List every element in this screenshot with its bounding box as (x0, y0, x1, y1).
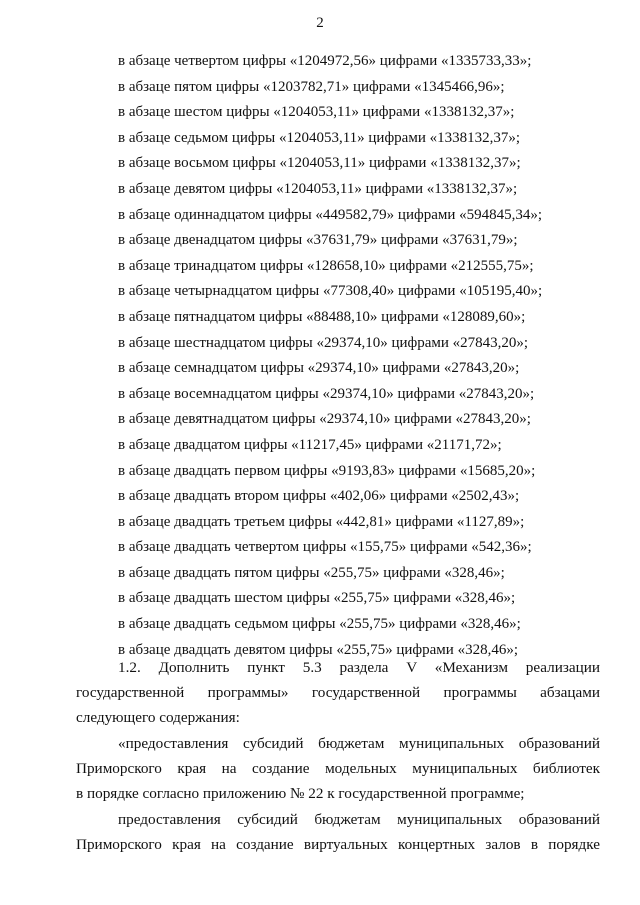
amendment-line: в абзаце двадцать первом цифры «9193,83» цифрами «15685,20»; (118, 462, 536, 479)
amendment-line: в абзаце двадцать третьем цифры «442,81» цифрами «1127,89»; (118, 513, 525, 530)
page-number: 2 (316, 15, 324, 31)
amendment-line: в абзаце двадцать втором цифры «402,06» цифрами «2502,43»; (118, 488, 520, 505)
subsidy-models-paragraph (76, 732, 600, 806)
amendment-line: в абзаце пятнадцатом цифры «88488,10» цифрами «128089,60»; (118, 308, 526, 325)
amendment-line: в абзаце двадцать четвертом цифры «155,75» цифрами «542,36»; (118, 539, 532, 556)
amendment-line: в абзаце семнадцатом цифры «29374,10» цифрами «27843,20»; (118, 360, 520, 377)
subsidy-concert-halls-paragraph (76, 808, 600, 858)
amendment-line: в абзаце тринадцатом цифры «128658,10» цифрами «212555,75»; (118, 257, 534, 274)
paragraph-line: 1.2. Дополнить пункт 5.3 раздела V «Механизм реализации (118, 659, 600, 676)
amendment-line: в абзаце двадцатом цифры «11217,45» цифрами «21171,72»; (118, 436, 502, 453)
amendment-line: в абзаце девятом цифры «1204053,11» цифрами «1338132,37»; (118, 180, 518, 197)
amendment-line: в абзаце седьмом цифры «1204053,11» цифрами «1338132,37»; (118, 129, 521, 146)
paragraph-line: Приморского края на создание модельных муниципальных библиотек (76, 759, 600, 777)
amendment-line: в абзаце двадцать седьмом цифры «255,75» цифрами «328,46»; (118, 616, 521, 633)
paragraph-line: Приморского края на создание виртуальных концертных залов в порядке (76, 835, 600, 853)
section-1-2-paragraph (76, 656, 600, 730)
amendment-line: в абзаце четырнадцатом цифры «77308,40» цифрами «105195,40»; (118, 283, 543, 300)
amendment-line: в абзаце шестом цифры «1204053,11» цифрами «1338132,37»; (118, 104, 515, 121)
paragraph-line: государственной программы» государственной программы абзацами (76, 683, 600, 701)
amendment-line: в абзаце восемнадцатом цифры «29374,10» цифрами «27843,20»; (118, 385, 535, 402)
paragraph-line: предоставления субсидий бюджетам муниципальных образований (118, 811, 600, 828)
amendment-line: в абзаце девятнадцатом цифры «29374,10» цифрами «27843,20»; (118, 411, 531, 428)
amendment-line: в абзаце пятом цифры «1203782,71» цифрами «1345466,96»; (118, 78, 505, 95)
paragraph-line: «предоставления субсидий бюджетам муниципальных образований (118, 735, 600, 752)
amendment-line: в абзаце двенадцатом цифры «37631,79» цифрами «37631,79»; (118, 232, 518, 249)
amendment-line: в абзаце шестнадцатом цифры «29374,10» цифрами «27843,20»; (118, 334, 529, 351)
amendment-line: в абзаце двадцать девятом цифры «255,75» цифрами «328,46»; (118, 641, 518, 658)
amendment-line: в абзаце двадцать пятом цифры «255,75» цифрами «328,46»; (118, 564, 505, 581)
paragraph-line: следующего содержания: (76, 708, 240, 726)
amendment-list (118, 49, 588, 663)
amendment-line: в абзаце двадцать шестом цифры «255,75» цифрами «328,46»; (118, 590, 516, 607)
amendment-line: в абзаце восьмом цифры «1204053,11» цифрами «1338132,37»; (118, 155, 521, 172)
amendment-line: в абзаце четвертом цифры «1204972,56» цифрами «1335733,33»; (118, 53, 532, 69)
paragraph-line: в порядке согласно приложению № 22 к государственной программе; (76, 784, 525, 802)
amendment-line: в абзаце одиннадцатом цифры «449582,79» цифрами «594845,34»; (118, 206, 543, 223)
